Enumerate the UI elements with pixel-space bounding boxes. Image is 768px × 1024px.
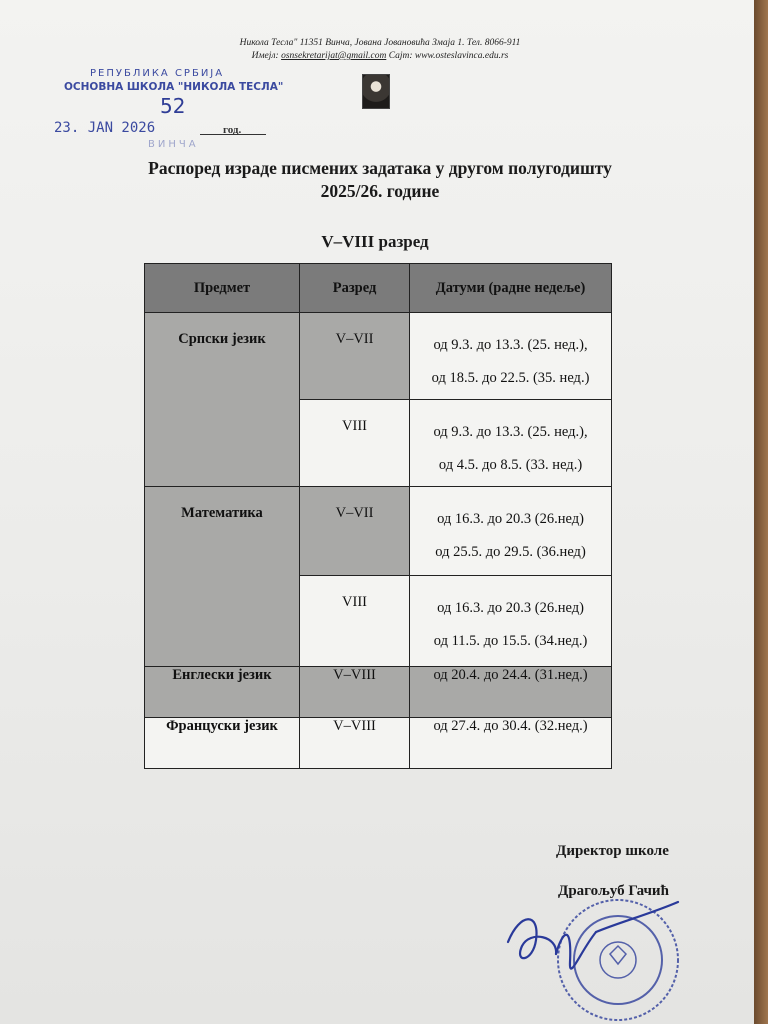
dates-cell bbox=[410, 576, 612, 667]
date-range: од 11.5. до 15.5. (34.нед.) bbox=[433, 633, 588, 649]
header-subject: Предмет bbox=[145, 264, 300, 313]
date-range: од 9.3. до 13.3. (25. нед.), bbox=[433, 337, 588, 353]
official-seal-and-signature bbox=[500, 892, 690, 1022]
tesla-portrait-image bbox=[362, 74, 390, 109]
stamp-number: 52 bbox=[160, 94, 186, 118]
email-link[interactable]: osnsekretarijat@gmail.com bbox=[281, 51, 387, 61]
grade-cell: V–VIII bbox=[299, 718, 409, 769]
grade-cell: VIII bbox=[299, 400, 409, 487]
table-row bbox=[145, 487, 612, 576]
receipt-stamp bbox=[50, 62, 284, 154]
dates-cell: од 20.4. до 24.4. (31.нед.) bbox=[410, 667, 612, 718]
table-row bbox=[145, 667, 612, 718]
date-range: од 18.5. до 22.5. (35. нед.) bbox=[431, 370, 590, 386]
stamp-place: ВИНЧА bbox=[148, 139, 199, 150]
title-line-2: 2025/26. године bbox=[320, 181, 440, 201]
email-label: Имејл: bbox=[251, 51, 279, 61]
school-header-contacts bbox=[200, 51, 560, 61]
dates-cell bbox=[410, 313, 612, 400]
date-range: од 4.5. до 8.5. (33. нед.) bbox=[438, 457, 583, 473]
stamp-school: ОСНОВНА ШКОЛА "НИКОЛА ТЕСЛА" bbox=[64, 81, 284, 93]
header-dates: Датуми (радне недеље) bbox=[410, 264, 612, 313]
subject-cell: Енглески језик bbox=[145, 667, 300, 718]
header-grade: Разред bbox=[299, 264, 409, 313]
page-title bbox=[60, 157, 700, 203]
date-range: од 16.3. до 20.3 (26.нед) bbox=[437, 511, 584, 527]
date-range: од 25.5. до 29.5. (36.нед) bbox=[435, 544, 586, 560]
exam-schedule-table bbox=[144, 263, 612, 769]
date-range: од 16.3. до 20.3 (26.нед) bbox=[437, 600, 584, 616]
grade-range-subtitle: V–VIII разред bbox=[321, 232, 429, 251]
dates-cell bbox=[410, 487, 612, 576]
desk-edge bbox=[754, 0, 768, 1024]
title-line-1: Распоред израде писмених задатака у другом полугодишту bbox=[148, 158, 612, 178]
subject-cell: Математика bbox=[145, 487, 300, 667]
table-row bbox=[145, 313, 612, 400]
subject-cell: Српски језик bbox=[145, 313, 300, 487]
stamp-date: 23. JAN 2026 bbox=[54, 120, 156, 136]
table-row bbox=[145, 718, 612, 769]
signature-name: Драгољуб Гачић bbox=[558, 883, 669, 899]
date-range: од 9.3. до 13.3. (25. нед.), bbox=[433, 424, 588, 440]
school-header-address: Никола Тесла" 11351 Винча, Јована Јовановића Змаја 1. Тел. 8066-911 bbox=[239, 38, 521, 48]
dates-cell: од 27.4. до 30.4. (32.нед.) bbox=[410, 718, 612, 769]
stamp-year-label: год. bbox=[223, 124, 242, 136]
signature-title: Директор школе bbox=[556, 843, 669, 859]
grade-cell: V–VIII bbox=[299, 667, 409, 718]
dates-cell bbox=[410, 400, 612, 487]
subject-cell: Француски језик bbox=[145, 718, 300, 769]
grade-cell: V–VII bbox=[299, 313, 409, 400]
table-header-row bbox=[145, 264, 612, 313]
grade-cell: VIII bbox=[299, 576, 409, 667]
stamp-country: РЕПУБЛИКА СРБИЈА bbox=[90, 68, 225, 79]
website-text: Сајт: www.osteslavinca.edu.rs bbox=[388, 51, 509, 61]
grade-cell: V–VII bbox=[299, 487, 409, 576]
